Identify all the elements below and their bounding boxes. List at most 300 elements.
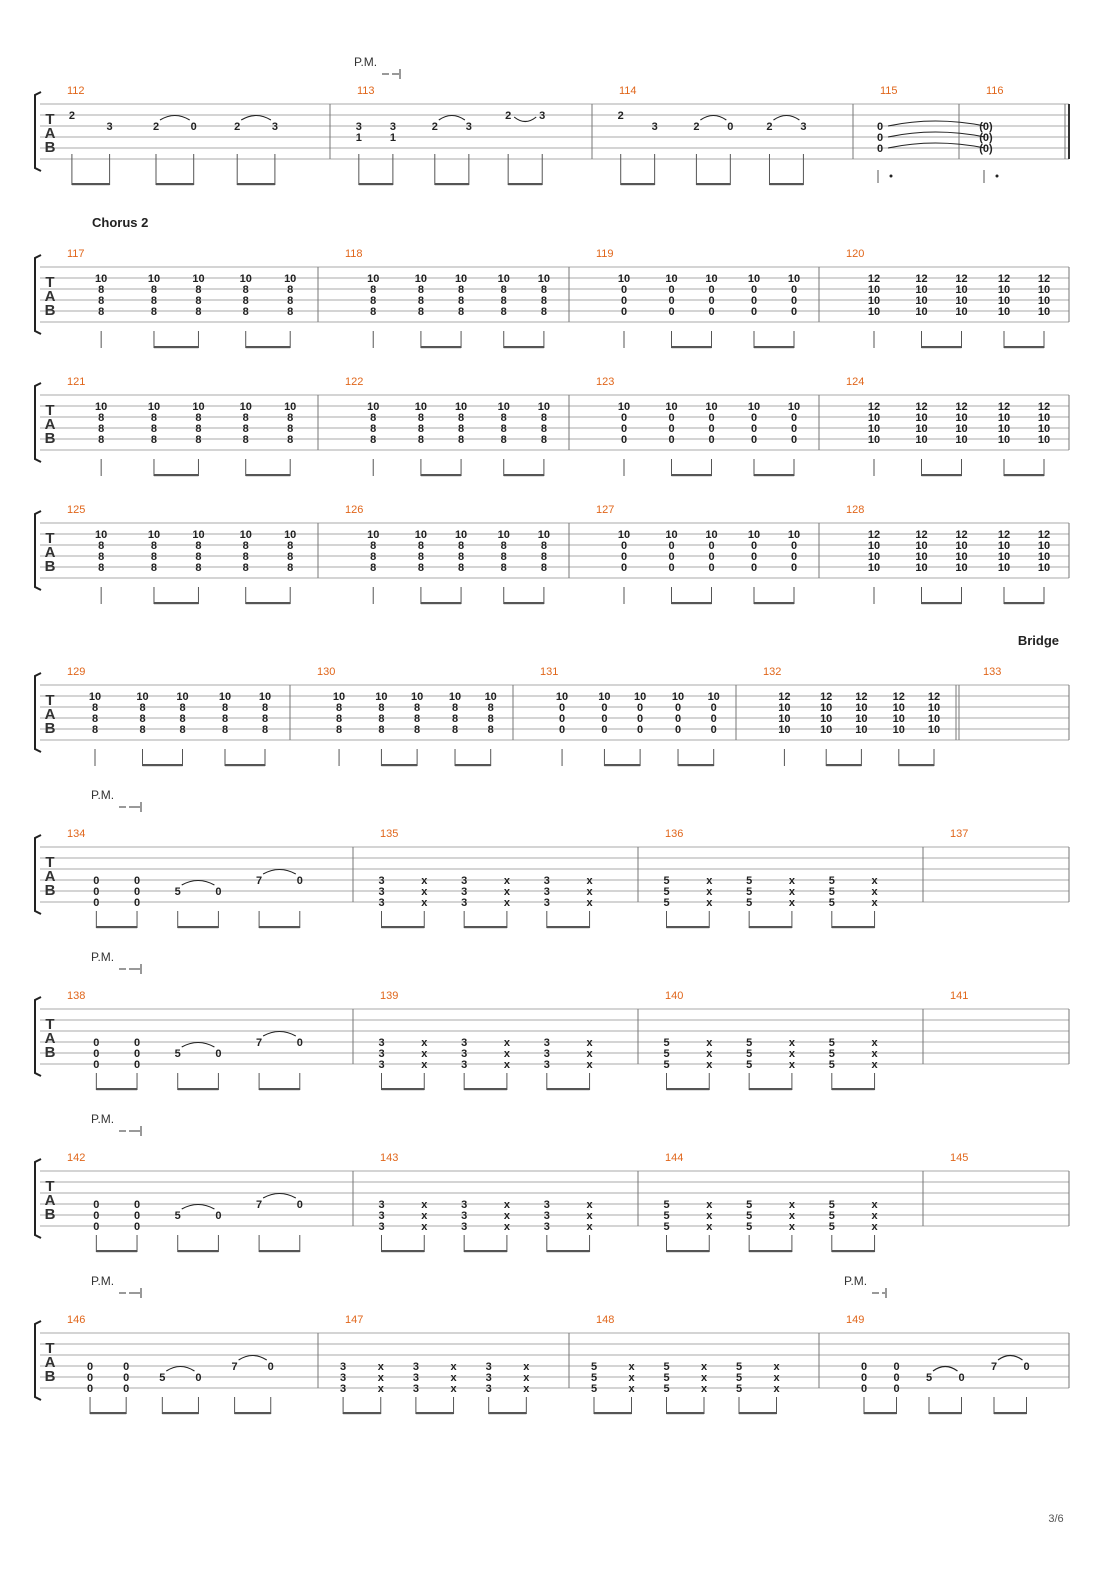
fret-number: 0 xyxy=(620,306,628,318)
beam xyxy=(1004,346,1044,348)
beam xyxy=(749,926,792,928)
measure-number: 124 xyxy=(846,376,865,388)
fret-number: 10 xyxy=(448,691,462,703)
fret-number: 0 xyxy=(674,713,682,725)
fret-number: 0 xyxy=(750,295,758,307)
fret-number: 3 xyxy=(340,1383,347,1395)
fret-number: 3 xyxy=(340,1372,347,1384)
fret-number: 0 xyxy=(860,1383,868,1395)
fret-number: 10 xyxy=(497,529,510,541)
dead-note: x xyxy=(421,897,428,909)
fret-number: 8 xyxy=(91,724,99,736)
tie-arc xyxy=(182,1043,215,1048)
fret-number: 8 xyxy=(414,702,421,714)
dead-note: x xyxy=(421,886,428,898)
fret-number: 10 xyxy=(95,273,108,285)
dead-note: x xyxy=(421,1199,428,1211)
fret-number: 10 xyxy=(1037,295,1051,307)
dead-note: x xyxy=(450,1372,457,1384)
measure-number: 130 xyxy=(317,666,336,678)
fret-number: 10 xyxy=(95,401,108,413)
fret-number: 0 xyxy=(727,121,734,133)
dead-note: x xyxy=(788,1210,795,1222)
dead-note: x xyxy=(503,886,510,898)
tab-clef-t: T xyxy=(45,402,55,419)
fret-number: 8 xyxy=(335,702,343,714)
fret-number: 5 xyxy=(663,875,670,887)
fret-number: 0 xyxy=(958,1372,965,1384)
fret-number: 10 xyxy=(778,713,791,725)
tab-clef-b: B xyxy=(44,139,56,156)
fret-number: 10 xyxy=(414,273,428,285)
fret-number: 8 xyxy=(370,306,377,318)
fret-number: 10 xyxy=(147,273,161,285)
measure-number: 142 xyxy=(67,1152,86,1164)
fret-number: 10 xyxy=(997,306,1011,318)
fret-number: 8 xyxy=(487,702,494,714)
measure-number: 146 xyxy=(67,1314,86,1326)
fret-number: 5 xyxy=(828,1210,835,1222)
beam xyxy=(235,1412,271,1414)
beam xyxy=(504,474,544,476)
beam xyxy=(504,346,544,348)
fret-number: 12 xyxy=(915,529,928,541)
fret-number: 10 xyxy=(147,401,161,413)
fret-number: 8 xyxy=(179,713,186,725)
fret-number: 10 xyxy=(192,401,205,413)
fret-number: 5 xyxy=(663,1210,670,1222)
dead-note: x xyxy=(871,1199,878,1211)
fret-number: 5 xyxy=(828,1037,835,1049)
fret-number: 0 xyxy=(133,1048,141,1060)
fret-number: 12 xyxy=(997,529,1011,541)
fret-number: 5 xyxy=(746,897,753,909)
fret-number: 3 xyxy=(355,121,362,133)
fret-number: 10 xyxy=(497,401,510,413)
fret-number: 10 xyxy=(497,273,510,285)
beam xyxy=(343,1412,381,1414)
beam xyxy=(508,183,542,185)
fret-number: 5 xyxy=(663,1361,670,1373)
beam xyxy=(739,1412,777,1414)
fret-number: 0 xyxy=(601,702,608,714)
dead-note: x xyxy=(788,1221,795,1233)
fret-number: 8 xyxy=(195,540,202,552)
measure-number: 129 xyxy=(67,666,86,678)
dead-note: x xyxy=(788,897,795,909)
fret-number: 0 xyxy=(876,143,884,155)
fret-number: 5 xyxy=(828,875,835,887)
fret-number: 8 xyxy=(195,423,202,435)
fret-number: 2 xyxy=(693,121,700,133)
fret-number: 10 xyxy=(867,295,881,307)
fret-number: 0 xyxy=(637,713,644,725)
fret-number: 0 xyxy=(93,1210,100,1222)
fret-number: 0 xyxy=(190,121,197,133)
fret-number: 0 xyxy=(750,284,758,296)
section-label: Chorus 2 xyxy=(92,215,149,230)
fret-number: 10 xyxy=(284,401,297,413)
fret-number: 0 xyxy=(790,562,798,574)
beam xyxy=(421,474,461,476)
fret-number: 0 xyxy=(750,434,758,446)
fret-number: 2 xyxy=(152,121,160,133)
fret-number: 0 xyxy=(133,1059,141,1071)
fret-number: 8 xyxy=(98,412,105,424)
fret-number: 0 xyxy=(296,1199,303,1211)
fret-number: 12 xyxy=(892,691,905,703)
fret-number: 8 xyxy=(370,284,377,296)
fret-number: 12 xyxy=(1037,273,1051,285)
beam xyxy=(143,764,183,766)
beam xyxy=(667,1412,705,1414)
beam xyxy=(826,764,861,766)
fret-number: 10 xyxy=(892,713,905,725)
palm-mute-label: P.M. xyxy=(91,1112,115,1126)
fret-number: 3 xyxy=(461,897,468,909)
fret-number: 10 xyxy=(915,423,928,435)
beam xyxy=(178,1088,219,1090)
fret-number: 0 xyxy=(876,132,884,144)
dead-note: x xyxy=(628,1361,635,1373)
fret-number: 7 xyxy=(256,1037,263,1049)
fret-number: 0 xyxy=(86,1383,94,1395)
beam xyxy=(259,1088,300,1090)
fret-number: 10 xyxy=(665,401,678,413)
tab-clef-b: B xyxy=(44,1044,56,1061)
fret-number: 8 xyxy=(417,412,424,424)
beam xyxy=(381,764,417,766)
fret-number: 10 xyxy=(867,306,881,318)
fret-number: 3 xyxy=(543,875,550,887)
beam xyxy=(547,926,590,928)
palm-mute-label: P.M. xyxy=(91,788,115,802)
beam xyxy=(621,183,655,185)
fret-number: 8 xyxy=(451,713,459,725)
fret-number: 3 xyxy=(461,1221,468,1233)
fret-number: 5 xyxy=(746,1221,753,1233)
fret-number: 8 xyxy=(242,423,249,435)
fret-number: 0 xyxy=(123,1383,130,1395)
fret-number: 10 xyxy=(867,540,881,552)
tab-clef-b: B xyxy=(44,882,56,899)
fret-number: 0 xyxy=(215,1210,222,1222)
fret-number: 3 xyxy=(543,1221,550,1233)
dead-note: x xyxy=(773,1372,780,1384)
beam xyxy=(929,1412,962,1414)
fret-number: 3 xyxy=(340,1361,347,1373)
fret-number: 10 xyxy=(284,529,297,541)
fret-number: 10 xyxy=(997,540,1011,552)
beam xyxy=(696,183,730,185)
fret-number: 5 xyxy=(746,1048,753,1060)
fret-number: 0 xyxy=(790,540,798,552)
dead-note: x xyxy=(503,1059,510,1071)
fret-number: 0 xyxy=(750,540,758,552)
dead-note: x xyxy=(871,875,878,887)
beam xyxy=(455,764,491,766)
fret-number: 10 xyxy=(284,273,297,285)
fret-number: 10 xyxy=(867,551,881,563)
fret-number: 10 xyxy=(820,702,833,714)
tab-clef-t: T xyxy=(45,111,55,128)
fret-number: 8 xyxy=(458,295,465,307)
fret-number: 8 xyxy=(417,562,424,574)
fret-number: 8 xyxy=(487,724,494,736)
fret-number: 8 xyxy=(370,540,377,552)
dead-note: x xyxy=(788,886,795,898)
fret-number: 10 xyxy=(955,562,968,574)
fret-number: 10 xyxy=(136,691,149,703)
dead-note: x xyxy=(700,1372,708,1384)
fret-number: 5 xyxy=(590,1372,598,1384)
fret-number: 0 xyxy=(790,434,798,446)
fret-number: 5 xyxy=(663,1383,670,1395)
fret-number: 8 xyxy=(242,551,249,563)
fret-number: 10 xyxy=(915,434,928,446)
beam xyxy=(604,764,640,766)
duration-dot xyxy=(996,175,999,178)
beam xyxy=(96,1250,137,1252)
fret-number: 8 xyxy=(242,434,249,446)
fret-number: 12 xyxy=(1037,529,1051,541)
fret-number: 8 xyxy=(150,540,158,552)
measure-number: 140 xyxy=(665,990,684,1002)
beam xyxy=(90,1412,126,1414)
fret-number: 8 xyxy=(378,724,385,736)
fret-number: 0 xyxy=(93,1221,100,1233)
dead-note: x xyxy=(450,1383,457,1395)
fret-number: 0 xyxy=(620,551,628,563)
dead-note: x xyxy=(421,1221,428,1233)
dead-note: x xyxy=(523,1383,530,1395)
fret-number: 0 xyxy=(620,562,628,574)
fret-number: 10 xyxy=(665,273,678,285)
fret-number: 8 xyxy=(195,295,202,307)
fret-number: 8 xyxy=(150,284,158,296)
fret-number: 10 xyxy=(414,529,428,541)
fret-number: 8 xyxy=(221,702,229,714)
fret-number: 5 xyxy=(735,1372,743,1384)
tab-clef-a: A xyxy=(44,706,56,723)
dead-note: x xyxy=(377,1372,384,1384)
fret-number: 0 xyxy=(710,724,717,736)
fret-number: 8 xyxy=(458,562,465,574)
measure-number: 145 xyxy=(950,1152,969,1164)
fret-number: 8 xyxy=(287,295,294,307)
fret-number: 10 xyxy=(955,423,968,435)
beam xyxy=(672,602,712,604)
fret-number: 10 xyxy=(484,691,497,703)
tie-arc xyxy=(182,1205,215,1210)
fret-number: 10 xyxy=(927,724,941,736)
beam xyxy=(769,183,803,185)
fret-number: 8 xyxy=(458,551,465,563)
fret-number: 3 xyxy=(461,1037,468,1049)
fret-number: 10 xyxy=(1037,434,1051,446)
fret-number: 0 xyxy=(750,306,758,318)
fret-number: 5 xyxy=(663,1037,670,1049)
fret-number: 0 xyxy=(93,886,100,898)
fret-number: 10 xyxy=(747,273,761,285)
fret-number: 10 xyxy=(892,724,905,736)
tie-arc xyxy=(773,116,799,121)
measure-number: 139 xyxy=(380,990,399,1002)
dead-note: x xyxy=(523,1372,530,1384)
fret-number: 0 xyxy=(668,284,675,296)
tab-clef-t: T xyxy=(45,1178,55,1195)
fret-number: 10 xyxy=(665,529,678,541)
fret-number: 3 xyxy=(378,1199,385,1211)
fret-number: 8 xyxy=(458,306,465,318)
fret-number: 8 xyxy=(287,412,294,424)
fret-number: 3 xyxy=(485,1361,492,1373)
beam xyxy=(832,1250,875,1252)
fret-number: (0) xyxy=(979,121,993,133)
fret-number: 0 xyxy=(708,284,715,296)
tie-arc xyxy=(888,121,985,126)
fret-number: 10 xyxy=(375,691,388,703)
fret-number: 0 xyxy=(790,284,798,296)
fret-number: 3 xyxy=(543,897,550,909)
dead-note: x xyxy=(586,886,593,898)
measure-number: 114 xyxy=(619,85,637,97)
tab-clef-a: A xyxy=(44,1192,56,1209)
beam xyxy=(667,926,710,928)
fret-number: 3 xyxy=(800,121,807,133)
fret-number: 10 xyxy=(855,713,868,725)
fret-number: 5 xyxy=(735,1361,743,1373)
measure-number: 148 xyxy=(596,1314,615,1326)
fret-number: 8 xyxy=(98,423,105,435)
fret-number: 5 xyxy=(925,1372,933,1384)
fret-number: 10 xyxy=(537,273,551,285)
fret-number: 8 xyxy=(451,724,459,736)
fret-number: 12 xyxy=(927,691,941,703)
fret-number: 8 xyxy=(150,306,158,318)
beam xyxy=(1004,474,1044,476)
palm-mute-label: P.M. xyxy=(844,1274,868,1288)
tab-clef-a: A xyxy=(44,1030,56,1047)
fret-number: 5 xyxy=(828,1221,835,1233)
fret-number: 10 xyxy=(915,540,928,552)
fret-number: 8 xyxy=(370,423,377,435)
dead-note: x xyxy=(871,897,878,909)
fret-number: 8 xyxy=(540,423,547,435)
fret-number: 10 xyxy=(955,284,968,296)
fret-number: 0 xyxy=(876,121,884,133)
fret-number: 10 xyxy=(997,551,1011,563)
dead-note: x xyxy=(706,1210,713,1222)
tab-clef-b: B xyxy=(44,1206,56,1223)
fret-number: 10 xyxy=(955,412,968,424)
beam xyxy=(382,1250,425,1252)
measure-number: 123 xyxy=(596,376,615,388)
beam xyxy=(259,1250,300,1252)
fret-number: 10 xyxy=(820,713,833,725)
measure-number: 137 xyxy=(950,828,969,840)
fret-number: 10 xyxy=(915,284,928,296)
beam xyxy=(922,346,962,348)
fret-number: 10 xyxy=(892,702,905,714)
dead-note: x xyxy=(421,1037,428,1049)
fret-number: 0 xyxy=(93,875,100,887)
fret-number: 8 xyxy=(150,412,158,424)
fret-number: 0 xyxy=(601,713,608,725)
fret-number: 3 xyxy=(378,886,385,898)
fret-number: 3 xyxy=(412,1383,419,1395)
measure-number: 135 xyxy=(380,828,399,840)
fret-number: 8 xyxy=(540,412,547,424)
tie-arc xyxy=(239,1356,267,1361)
fret-number: 8 xyxy=(370,295,377,307)
fret-number: 8 xyxy=(417,306,424,318)
dead-note: x xyxy=(450,1361,457,1373)
fret-number: 3 xyxy=(461,1199,468,1211)
measure-number: 116 xyxy=(986,85,1004,97)
fret-number: 8 xyxy=(221,713,229,725)
tab-clef-t: T xyxy=(45,274,55,291)
fret-number: 8 xyxy=(287,434,294,446)
beam xyxy=(667,1088,710,1090)
fret-number: 8 xyxy=(500,412,507,424)
fret-number: 2 xyxy=(431,121,438,133)
fret-number: (0) xyxy=(979,143,993,155)
fret-number: 0 xyxy=(620,295,628,307)
beam xyxy=(421,602,461,604)
fret-number: 10 xyxy=(778,724,791,736)
fret-number: 8 xyxy=(287,306,294,318)
fret-number: 8 xyxy=(500,551,507,563)
dead-note: x xyxy=(421,1210,428,1222)
fret-number: 10 xyxy=(1037,306,1051,318)
fret-number: 10 xyxy=(867,434,881,446)
measure-number: 128 xyxy=(846,504,865,516)
beam xyxy=(162,1412,198,1414)
fret-number: 0 xyxy=(668,551,675,563)
fret-number: 8 xyxy=(370,562,377,574)
fret-number: 5 xyxy=(663,1199,670,1211)
fret-number: 8 xyxy=(287,551,294,563)
fret-number: 0 xyxy=(668,562,675,574)
beam xyxy=(832,1088,875,1090)
tab-clef-a: A xyxy=(44,125,56,142)
tab-clef-t: T xyxy=(45,1016,55,1033)
fret-number: 3 xyxy=(543,1199,550,1211)
fret-number: 8 xyxy=(500,423,507,435)
fret-number: 10 xyxy=(332,691,346,703)
fret-number: 10 xyxy=(787,273,801,285)
beam xyxy=(464,1088,507,1090)
fret-number: 10 xyxy=(820,724,833,736)
dead-note: x xyxy=(700,1361,708,1373)
tab-clef-a: A xyxy=(44,868,56,885)
fret-number: 8 xyxy=(91,702,99,714)
fret-number: 5 xyxy=(746,1210,753,1222)
beam xyxy=(178,926,219,928)
fret-number: 0 xyxy=(123,1372,130,1384)
fret-number: 8 xyxy=(98,551,105,563)
fret-number: 10 xyxy=(787,401,801,413)
fret-number: 0 xyxy=(668,306,675,318)
tab-clef-t: T xyxy=(45,854,55,871)
fret-number: 3 xyxy=(378,875,385,887)
fret-number: 10 xyxy=(218,691,232,703)
fret-number: 0 xyxy=(215,1048,222,1060)
dead-note: x xyxy=(377,1361,384,1373)
fret-number: 10 xyxy=(915,306,928,318)
fret-number: 10 xyxy=(192,529,205,541)
